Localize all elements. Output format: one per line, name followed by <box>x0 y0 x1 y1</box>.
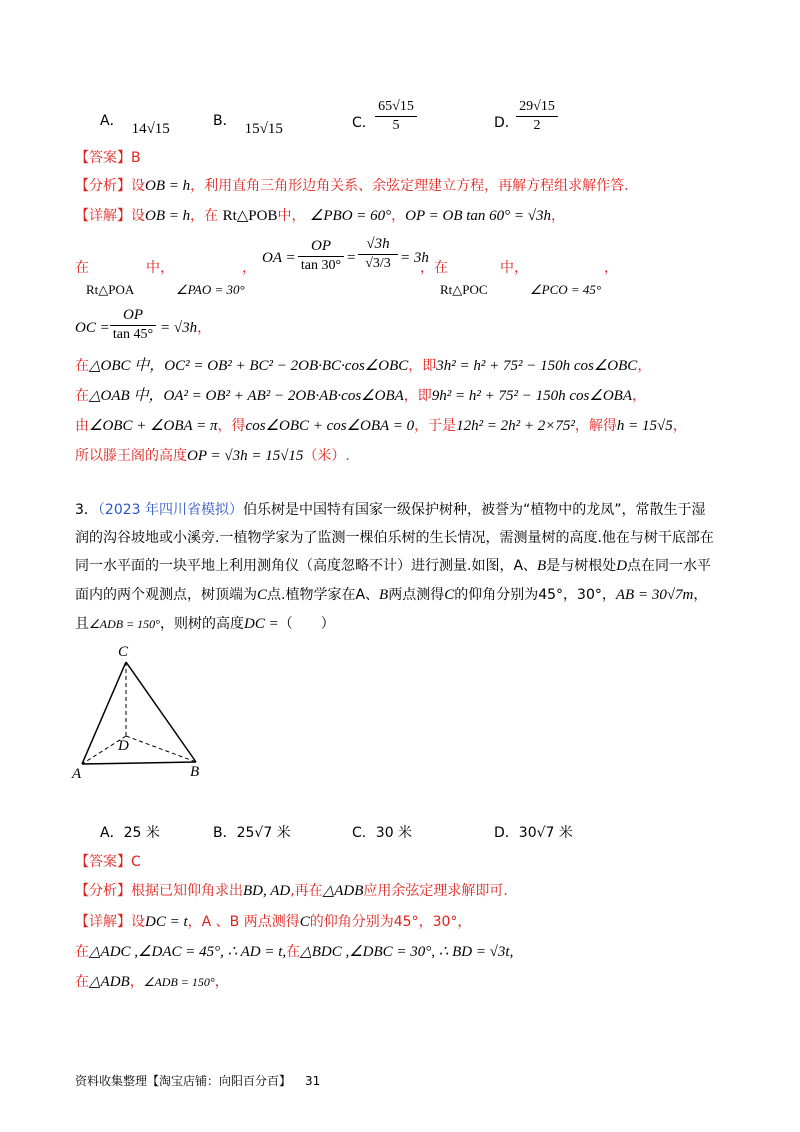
q3-option-a: A．25 米 <box>100 825 160 841</box>
vertex-d-label: D <box>118 738 129 754</box>
q2-line4-zai: 在 <box>75 260 89 276</box>
q2-line7: 在△OAB 中，OA² = OB² + AB² − 2OB·AB·cos∠OBA，即9h² = h² + 75² − 150h cos∠OBA， <box>75 388 646 404</box>
q3-option-c: C．30 米 <box>352 825 413 841</box>
q2-line8: 由∠OBC + ∠OBA = π，得cos∠OBC + cos∠OBA = 0，于是12h² = 2h² + 2×75²，解得h = 15√5， <box>75 418 687 434</box>
q2-oa-result: = 3h <box>400 250 429 266</box>
q3-option-d: D．30√7 米 <box>494 825 573 841</box>
option-d: D． <box>494 115 519 131</box>
q2-line4-zhong2: 中， <box>500 260 528 276</box>
q2-oa-frac1: OP tan 30° <box>298 238 344 274</box>
q2-line4-comma: ， <box>242 260 256 276</box>
q3-analysis: 【分析】根据已知仰角求出BD, AD,再在△ADB应用余弦定理求解即可. <box>75 883 508 899</box>
option-a: A． 14√15 <box>100 113 170 137</box>
q2-line4-rt: Rt△POA <box>86 282 135 297</box>
q2-line4-angle2: ∠PCO = 45° <box>530 282 602 297</box>
page-number: 31 <box>305 1074 321 1088</box>
q3-answer: 【答案】C <box>75 854 141 870</box>
tetrahedron-figure <box>60 640 220 780</box>
q3-line4: 面内的两个观测点，树顶端为C点.植物学家在A、B两点测得C的仰角分别为45°，30°，AB = 30√7m， <box>75 587 708 603</box>
option-b: B． 15√15 <box>213 113 283 137</box>
q2-line4-zhong: 中， <box>146 260 174 276</box>
q2-line4-zai2: ，在 <box>420 260 448 276</box>
q2-line4-angle: ∠PAO = 30° <box>176 282 245 297</box>
q3-option-b: B．25√7 米 <box>213 825 291 841</box>
q3-line1: 3．（2023 年四川省模拟）伯乐树是中国特有国家一级保护树种，被誉为“植物中的龙凤”，常散生于湿 <box>75 502 706 518</box>
vertex-b-label: B <box>190 764 200 780</box>
vertex-a-label: A <box>72 766 82 780</box>
option-c-fraction: 65√15 5 <box>375 99 417 134</box>
q3-line3: 同一水平面的一块平地上利用测角仪（高度忽略不计）进行测量.如图，A、B是与树根处D点在同一水平 <box>75 558 712 574</box>
q2-analysis: 【分析】设OB = h，利用直角三角形边角关系、余弦定理建立方程，再解方程组求解作答. <box>75 178 629 194</box>
option-c: C． <box>352 115 376 131</box>
option-d-fraction: 29√15 2 <box>516 99 558 134</box>
q2-oc-result: = √3h， <box>160 320 212 336</box>
q2-line9: 所以滕王阁的高度OP = √3h = 15√15（米）. <box>75 448 350 464</box>
q2-line6: 在△OBC 中，OC² = OB² + BC² − 2OB·BC·cos∠OBC，即3h² = h² + 75² − 150h cos∠OBC， <box>75 358 652 374</box>
q2-oa-frac2: √3h √3/3 <box>358 236 398 272</box>
q2-answer: 【答案】B <box>75 150 141 166</box>
q2-line4-comma2: ， <box>604 260 618 276</box>
q2-line4-rt2: Rt△POC <box>440 282 488 297</box>
edge-db <box>126 736 196 762</box>
edge-ab <box>82 762 196 764</box>
q2-oa-label: OA = <box>262 250 296 266</box>
q2-oc-label: OC = <box>75 320 110 336</box>
q3-line2: 润的沟谷坡地或小溪旁.一植物学家为了监测一棵伯乐树的生长情况，需测量树的高度.他在与树干底部在 <box>75 530 714 546</box>
vertex-c-label: C <box>118 644 129 660</box>
q2-detail: 【详解】设OB = h，在 Rt△POB中， ∠PBO = 60°，OP = OB tan 60° = √3h， <box>75 208 566 224</box>
q3-detail: 【详解】设DC = t，A 、B 两点测得C的仰角分别为45°，30°， <box>75 914 472 930</box>
q3-line-adb: 在△ADB，∠ADB = 150°， <box>75 974 229 990</box>
q2-oc-frac: OP tan 45° <box>110 307 156 343</box>
q3-line-adc: 在△ADC ,∠DAC = 45°, ∴ AD = t,在△BDC ,∠DBC = 30°, ∴ BD = √3t, <box>75 944 514 960</box>
page-footer: 资料收集整理【淘宝店铺：向阳百分百】 31 <box>75 1074 321 1088</box>
edge-cb <box>126 662 196 762</box>
q3-line5: 且∠ADB = 150°，则树的高度DC =（ ） <box>75 616 335 632</box>
q2-oa-eq: = <box>347 250 356 266</box>
